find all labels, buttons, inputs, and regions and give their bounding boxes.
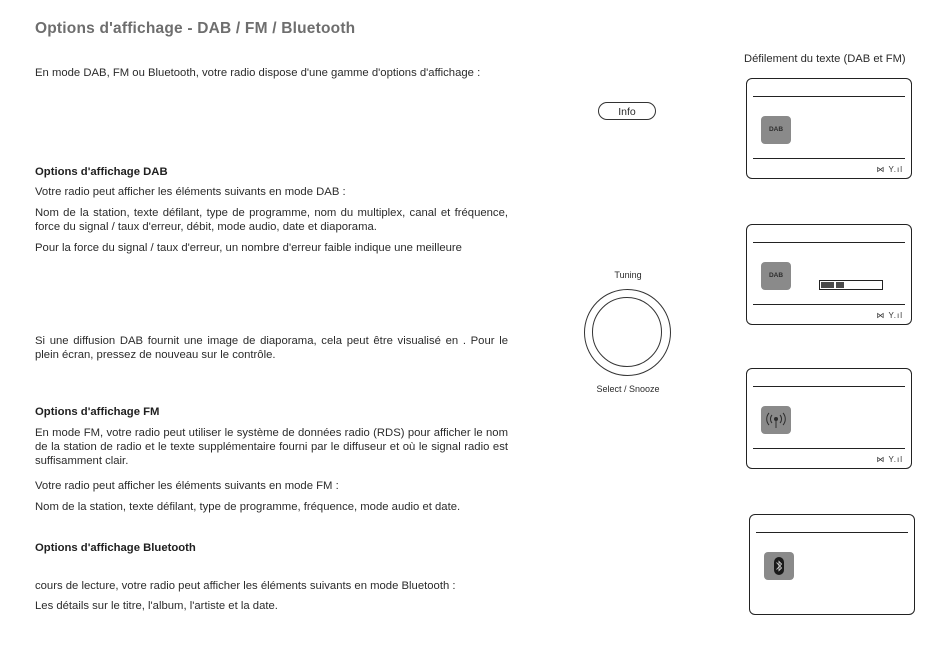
display-screen-dab-text	[746, 78, 912, 179]
fm-paragraph-2: Votre radio peut afficher les éléments suivants en mode FM :	[35, 480, 339, 492]
tuning-label: Tuning	[614, 270, 642, 280]
info-button[interactable]: Info	[598, 102, 656, 120]
screen-bottom-divider	[753, 304, 905, 305]
dab-logo-icon: DAB	[761, 116, 791, 144]
display-screen-dab-signal	[746, 224, 912, 325]
bluetooth-paragraph-2: Les détails sur le titre, l'album, l'artiste et la date.	[35, 600, 278, 612]
dab-logo-icon: DAB	[761, 262, 791, 290]
display-screen-fm	[746, 368, 912, 469]
screens-caption: Défilement du texte (DAB et FM)	[744, 53, 906, 65]
tuning-dial[interactable]	[584, 289, 671, 376]
page-title: Options d'affichage - DAB / FM / Bluetooth	[35, 20, 356, 37]
signal-status-icon: ⋈ Y.ıl	[876, 165, 903, 174]
screen-top-divider	[753, 386, 905, 387]
fm-paragraph-1: En mode FM, votre radio peut utiliser le système de données radio (RDS) pour afficher le nom de la station de radio et le texte supplémentaire fourni par le diffuseur et où le signal radio est suffisamment clair.	[35, 427, 508, 467]
bluetooth-paragraph-1: cours de lecture, votre radio peut afficher les éléments suivants en mode Bluetooth :	[35, 580, 456, 592]
select-snooze-label: Select / Snooze	[596, 384, 660, 394]
radio-antenna-icon	[761, 406, 791, 434]
fm-paragraph-3: Nom de la station, texte défilant, type de programme, fréquence, mode audio et date.	[35, 501, 461, 513]
screen-top-divider	[753, 96, 905, 97]
dab-paragraph-1: Votre radio peut afficher les éléments suivants en mode DAB :	[35, 186, 346, 198]
signal-marker	[834, 281, 836, 289]
signal-strength-bar	[819, 280, 883, 290]
dial-inner-ring	[592, 297, 662, 367]
dab-paragraph-3: Pour la force du signal / taux d'erreur, un nombre d'erreur faible indique une meilleure	[35, 242, 462, 254]
display-screen-bluetooth	[749, 514, 915, 615]
dab-paragraph-2: Nom de la station, texte défilant, type de programme, nom du multiplex, canal et fréquence, force du signal / taux d'erreur, débit, mode audio, date et diaporama.	[35, 207, 508, 233]
screen-top-divider	[756, 532, 908, 533]
fm-heading: Options d'affichage FM	[35, 406, 160, 418]
dab-paragraph-4: Si une diffusion DAB fournit une image de diaporama, cela peut être visualisé en . Pour le plein écran, pressez de nouveau sur le contrôle.	[35, 335, 508, 361]
signal-status-icon: ⋈ Y.ıl	[876, 455, 903, 464]
screen-top-divider	[753, 242, 905, 243]
signal-strength-fill	[821, 282, 844, 288]
bluetooth-icon	[764, 552, 794, 580]
intro-paragraph: En mode DAB, FM ou Bluetooth, votre radio dispose d'une gamme d'options d'affichage :	[35, 67, 481, 79]
dab-heading: Options d'affichage DAB	[35, 166, 168, 178]
screen-bottom-divider	[753, 158, 905, 159]
screen-bottom-divider	[753, 448, 905, 449]
bluetooth-heading: Options d'affichage Bluetooth	[35, 542, 196, 554]
signal-status-icon: ⋈ Y.ıl	[876, 311, 903, 320]
